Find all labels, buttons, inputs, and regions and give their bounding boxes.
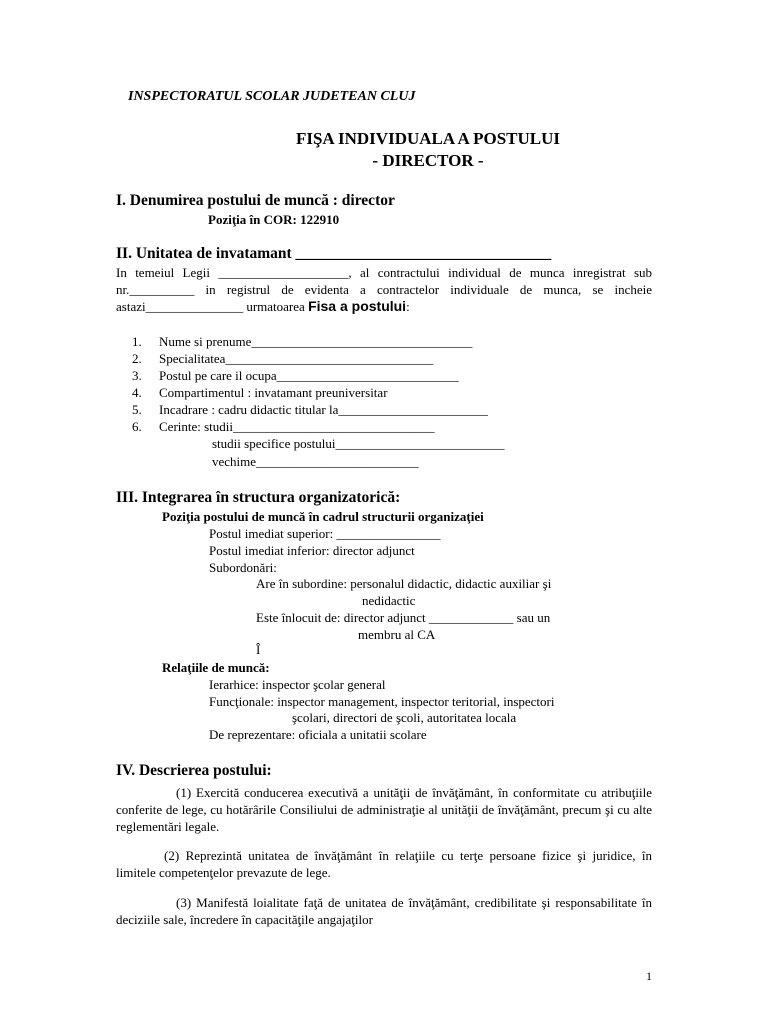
employee-info-list [132, 333, 488, 435]
subordine-line1: Are în subordine: personalul didactic, didactic auxiliar şi [256, 576, 552, 591]
list-item: 5. Incadrare : cadru didactic titular la_______________________ [132, 402, 488, 417]
fisa-postului-label: Fisa a postului [308, 298, 407, 314]
page-number: 1 [646, 969, 652, 983]
list-item: 2. Specialitatea________________________________ [132, 351, 434, 366]
subordonari-label: Subordonări: [209, 560, 277, 575]
section-3-subheading: Poziţia postului de muncă în cadrul structurii organizaţiei [162, 509, 484, 524]
list-item: 6. Cerinte: studii_______________________________ [132, 419, 435, 434]
contract-text: In temeiul Legii ____________________, al contractului individual de munca inregistrat sub nr.__________ in registrul de evidenta a contractelor individuale de munca, se incheie astazi_______________ urmatoarea [116, 265, 652, 314]
contract-text-end: : [406, 299, 410, 314]
relatii-functionale-line2: şcolari, directori de şcoli, autoritatea locala [292, 710, 517, 725]
list-item: 3. Postul pe care il ocupa____________________________ [132, 368, 459, 383]
institution-name: INSPECTORATUL SCOLAR JUDETEAN CLUJ [128, 89, 416, 104]
subordine-line2: nedidactic [362, 593, 416, 608]
description-paragraph-2: (2) Reprezintă unitatea de învăţământ în relaţiile cu terţe persoane fizice şi juridice, în limitele competenţelor prevazute de lege. [116, 848, 652, 880]
post-superior: Postul imediat superior: ________________ [209, 526, 441, 541]
cor-position: Poziţia în COR: 122910 [208, 212, 340, 227]
relatii-label: Relaţiile de muncă: [162, 660, 270, 675]
inlocuit-line2: membru al CA [358, 627, 436, 642]
document-title: FIŞA INDIVIDUALA A POSTULUI [295, 129, 561, 148]
list-item: 1. Nume si prenume__________________________________ [132, 334, 473, 349]
description-paragraph-1: (1) Exercită conducerea executivă a unităţii de învăţământ, în conformitate cu atribuţiile conferite de lege, cu hotărârile Consiliului de administraţie al unităţii de învăţământ, precum şi cu alte reglementări legale. [116, 785, 652, 834]
document-subtitle: - DIRECTOR - [372, 151, 484, 170]
section-2-heading: II. Unitatea de invatamant _________________________________ [116, 245, 552, 262]
stray-character: Î [256, 642, 261, 657]
description-paragraph-3: (3) Manifestă loialitate faţă de unitatea de învăţământ, credibilitate şi responsabilitate în deciziile sale, încredere în capacităţile angajaţilor [116, 895, 652, 927]
list-item: 4. Compartimentul : invatamant preuniversitar [132, 385, 388, 400]
studii-specifice: studii specifice postului__________________________ [212, 436, 505, 451]
vechime: vechime_________________________ [212, 454, 419, 469]
section-3-heading: III. Integrarea în structura organizatorică: [116, 489, 401, 506]
post-inferior: Postul imediat inferior: director adjunct [209, 543, 415, 558]
relatii-ierarhice: Ierarhice: inspector şcolar general [209, 677, 386, 692]
section-1-heading: I. Denumirea postului de muncă : director [116, 192, 395, 209]
section-4-heading: IV. Descrierea postului: [116, 762, 272, 779]
relatii-reprezentare: De reprezentare: oficiala a unitatii scolare [209, 727, 427, 742]
relatii-functionale-line1: Funcţionale: inspector management, inspector teritorial, inspectori [209, 694, 555, 709]
inlocuit-line1: Este înlocuit de: director adjunct _____________ sau un [256, 610, 551, 625]
contract-paragraph [116, 264, 652, 315]
